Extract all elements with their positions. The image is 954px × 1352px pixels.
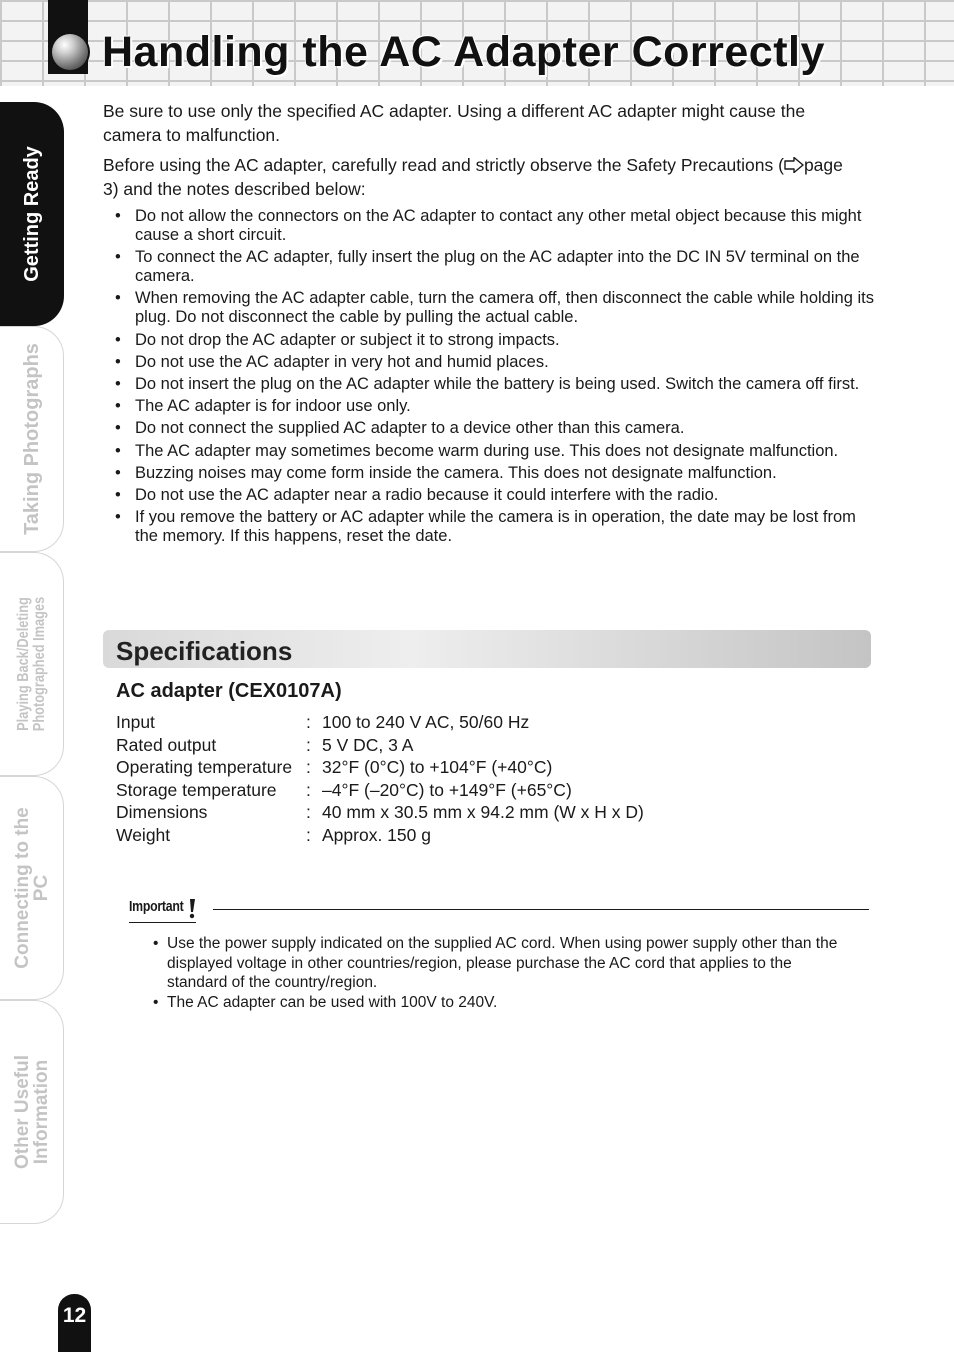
intro-paragraph-precautions: [103, 153, 863, 201]
spec-label: Input: [116, 712, 155, 732]
list-item: • Do not drop the AC adapter or subject it to strong impacts.: [114, 331, 874, 350]
important-label: Important: [129, 898, 184, 915]
tab-label: Taking Photographs: [20, 343, 43, 535]
tab-playing-back-deleting[interactable]: [0, 552, 64, 776]
important-notes-list: [152, 934, 852, 1012]
table-row: [116, 756, 644, 779]
table-row: [116, 711, 644, 734]
table-row: [116, 734, 644, 757]
list-item: • Do not use the AC adapter near a radio because it could interfere with the radio.: [114, 486, 874, 505]
spec-separator: :: [306, 824, 311, 845]
tab-label: Other Useful Information: [11, 1054, 52, 1170]
spec-separator: :: [306, 802, 311, 823]
title-bullet-icon: [52, 34, 88, 70]
precautions-text: Before using the AC adapter, carefully read and strictly observe the Safety Precautions (: [103, 155, 784, 175]
tab-label: Connecting to the PC: [11, 807, 52, 969]
list-item: • To connect the AC adapter, fully insert the plug on the AC adapter into the DC IN 5V terminal on the camera.: [114, 248, 874, 286]
specifications-table: [116, 711, 644, 847]
tab-label: Playing Back/Deleting Photographed Images: [14, 596, 48, 732]
spec-separator: :: [306, 757, 311, 778]
spec-value: 5 V DC, 3 A: [322, 734, 414, 755]
page-number: 12: [58, 1294, 91, 1352]
specifications-header-bar: [103, 630, 871, 668]
list-item: • When removing the AC adapter cable, turn the camera off, then disconnect the cable while holding its plug. Do not disconnect the cable by pulling the actual cable.: [114, 289, 874, 327]
spec-value: Approx. 150 g: [322, 824, 431, 845]
tab-other-useful-information[interactable]: [0, 1000, 64, 1224]
list-item: • The AC adapter may sometimes become warm during use. This does not designate malfunction.: [114, 442, 874, 461]
tab-label: Getting Ready: [20, 146, 43, 282]
spec-separator: :: [306, 734, 311, 755]
specifications-title: Specifications: [116, 636, 293, 666]
tab-taking-photographs[interactable]: [0, 326, 64, 552]
page-reference-arrow-icon: [784, 157, 804, 173]
page-title: Handling the AC Adapter Correctly: [102, 28, 825, 76]
tab-getting-ready[interactable]: [0, 102, 64, 326]
spec-label: Weight: [116, 824, 171, 845]
list-item: • Do not allow the connectors on the AC adapter to contact any other metal object because this might cause a short circuit.: [114, 207, 874, 245]
spec-label: Storage temperature: [116, 779, 277, 800]
intro-paragraph: Be sure to use only the specified AC adapter. Using a different AC adapter might cause the camera to malfunction.: [103, 101, 806, 145]
precaution-list: [114, 207, 874, 549]
spec-value: 40 mm x 30.5 mm x 94.2 mm (W x H x D): [322, 802, 644, 823]
list-item: • The AC adapter is for indoor use only.: [114, 397, 874, 416]
spec-label: Rated output: [116, 734, 217, 755]
tab-connecting-to-pc[interactable]: [0, 776, 64, 1000]
list-item: • Buzzing noises may come form inside the camera. This does not designate malfunction.: [114, 464, 874, 483]
page-reference-link[interactable]: page 3) and the notes described below:: [103, 155, 843, 199]
spec-separator: :: [306, 712, 311, 732]
list-item: • If you remove the battery or AC adapter while the camera is in operation, the date may be lost from the memory. If this happens, reset the date.: [114, 508, 874, 546]
exclamation-icon: [187, 898, 197, 920]
list-item: • Use the power supply indicated on the supplied AC cord. When using power supply other than the displayed voltage in other countries/region, please purchase the AC cord that applies to the standard of the country/region.: [152, 934, 852, 993]
list-item: • Do not insert the plug on the AC adapter while the battery is being used. Switch the camera off first.: [114, 375, 874, 394]
list-item: • Do not use the AC adapter in very hot and humid places.: [114, 353, 874, 372]
spec-label: Operating temperature: [116, 757, 293, 778]
list-item: • Do not connect the supplied AC adapter to a device other than this camera.: [114, 419, 874, 438]
table-row: [116, 824, 644, 847]
spec-value: –4°F (–20°C) to +149°F (+65°C): [322, 779, 572, 800]
table-row: [116, 779, 644, 802]
important-underline: [129, 922, 196, 923]
spec-value: 100 to 240 V AC, 50/60 Hz: [322, 712, 530, 732]
specifications-subtitle: AC adapter (CEX0107A): [116, 680, 342, 702]
spec-value: 32°F (0°C) to +104°F (+40°C): [322, 757, 553, 778]
important-divider: [213, 909, 869, 910]
list-item: • The AC adapter can be used with 100V to 240V.: [152, 993, 852, 1013]
spec-separator: :: [306, 779, 311, 800]
table-row: [116, 801, 644, 824]
spec-label: Dimensions: [116, 802, 208, 823]
